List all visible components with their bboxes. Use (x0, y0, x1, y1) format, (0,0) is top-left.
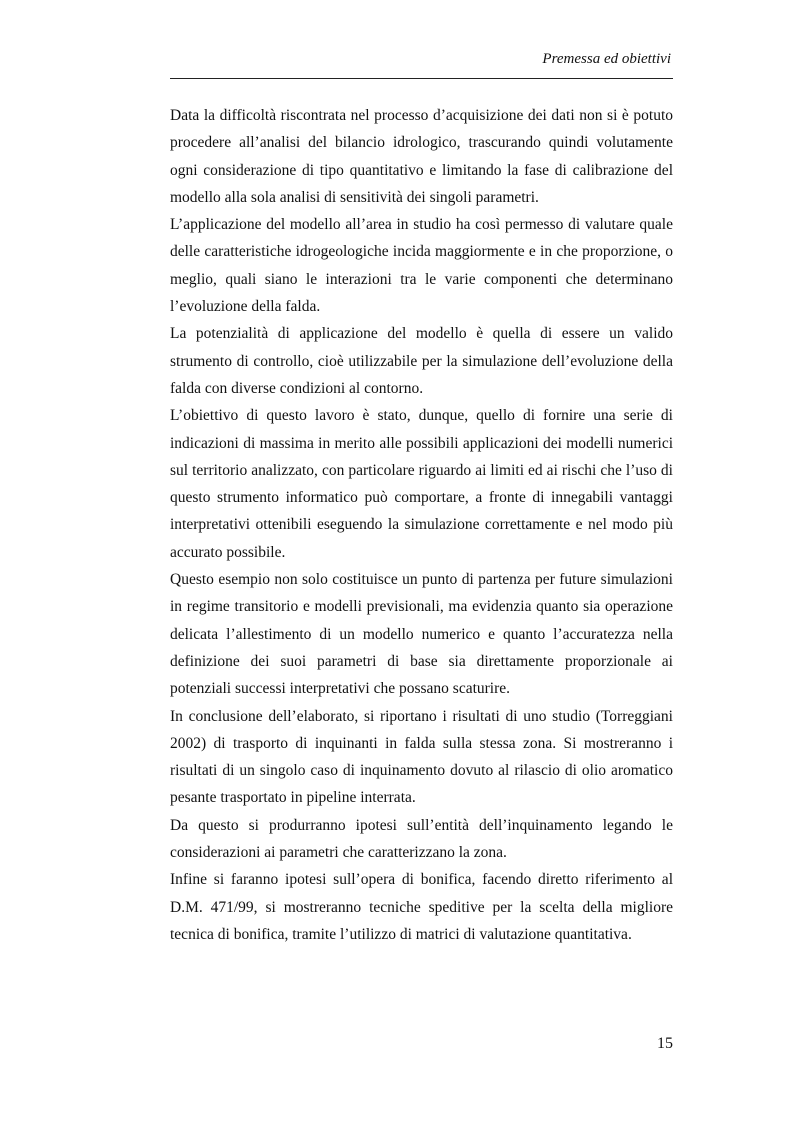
paragraph-5: Questo esempio non solo costituisce un punto di partenza per future simulazioni in regime transitorio e modelli previsionali, ma evidenzia quanto sia operazione delicata l’allestimento di un modello numerico e quanto l’accuratezza nella definizione dei suoi parametri di base sia direttamente proporzionale ai potenziali successi interpretativi che possano scaturire. (170, 571, 673, 698)
paragraph-8: Infine si faranno ipotesi sull’opera di bonifica, facendo diretto riferimento al D.M. 471/99, si mostreranno tecniche speditive per la scelta della migliore tecnica di bonifica, tramite l’utilizzo di matrici di valutazione quantitativa. (170, 871, 673, 943)
paragraph-6: In conclusione dell’elaborato, si riportano i risultati di uno studio (Torreggiani 2002) di trasporto di inquinanti in falda sulla stessa zona. Si mostreranno i risultati di un singolo caso di inquinamento dovuto al rilascio di olio aromatico pesante trasportato in pipeline interrata. (170, 707, 673, 807)
paragraph-7: Da questo si produrranno ipotesi sull’entità dell’inquinamento legando le considerazioni ai parametri che caratterizzano la zona. (170, 816, 673, 862)
paragraph-1: Data la difficoltà riscontrata nel processo d’acquisizione dei dati non si è potuto procedere all’analisi del bilancio idrologico, trascurando quindi volutamente ogni considerazione di tipo quantitativo e limitando la fase di calibrazione del modello alla sola analisi di sensitività dei singoli parametri. (170, 107, 673, 206)
running-header: Premessa ed obiettivi (542, 51, 671, 67)
paragraph-2: L’applicazione del modello all’area in studio ha così permesso di valutare quale delle caratteristiche idrogeologiche incida maggiormente e in che proporzione, o meglio, quali siano le interazioni tra le varie componenti che determinano l’evoluzione della falda. (170, 216, 673, 316)
paragraph-3: La potenzialità di applicazione del modello è quella di essere un valido strumento di controllo, cioè utilizzabile per la simulazione dell’evoluzione della falda con diverse condizioni al contorno. (170, 325, 673, 397)
body-text (170, 102, 673, 948)
page-number: 15 (657, 1035, 673, 1052)
header-rule (170, 78, 673, 79)
paragraph-4: L’obiettivo di questo lavoro è stato, dunque, quello di fornire una serie di indicazioni di massima in merito alle possibili applicazioni dei modelli numerici sul territorio analizzato, con particolare riguardo ai limiti ed ai rischi che l’uso di questo strumento informatico può comportare, a fronte di innegabili vantaggi interpretativi ottenibili eseguendo la simulazione correttamente e nel modo più accurato possibile. (170, 407, 673, 561)
